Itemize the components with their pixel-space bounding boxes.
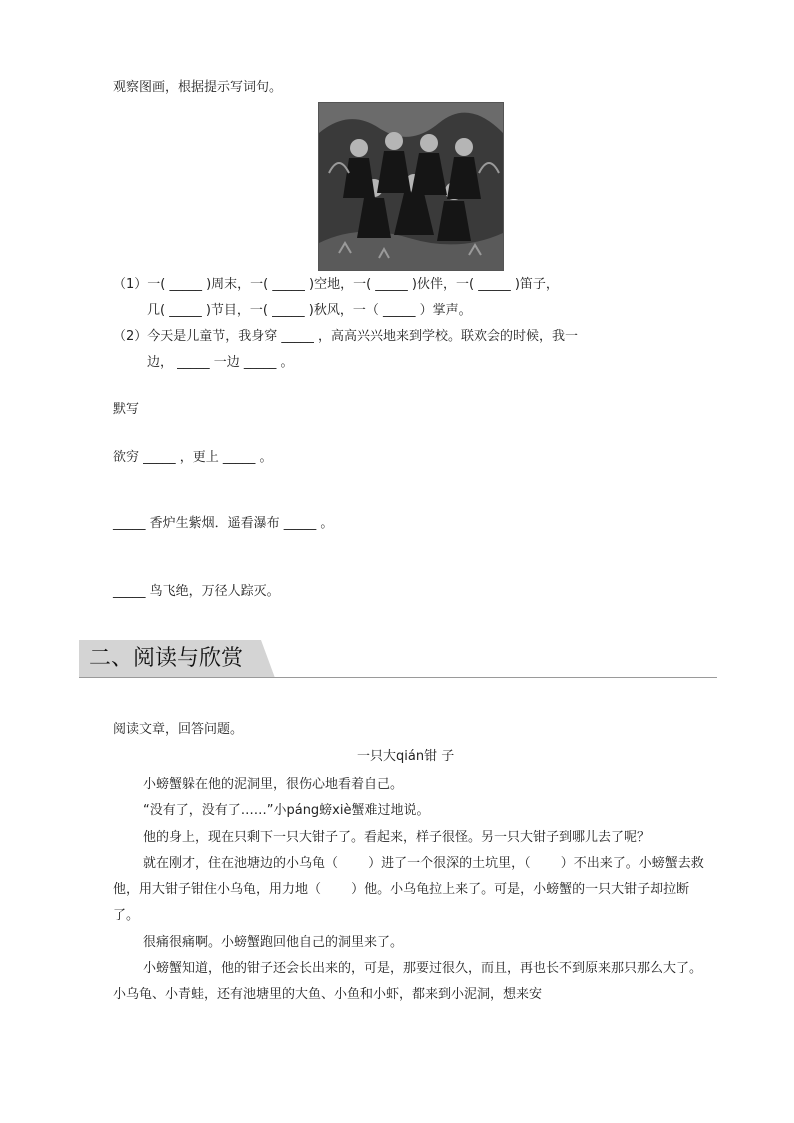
q2-line2: 边， _____ 一边 _____ 。 xyxy=(147,355,294,370)
story-paragraph: “没有了，没有了……”小páng螃xiè蟹难过地说。 xyxy=(143,803,430,819)
story-paragraph: 他的身上，现在只剩下一只大钳子了。看起来，样子很怪。另一只大钳子到哪儿去了呢？ xyxy=(143,829,651,845)
instruction-observe: 观察图画，根据提示写词句。 xyxy=(113,80,283,95)
dictation-line-3: _____ 鸟飞绝，万径人踪灭。 xyxy=(113,584,280,599)
dictation-line-1: 欲穷 _____ ，更上 _____ 。 xyxy=(113,450,273,465)
section-divider xyxy=(79,677,717,678)
dictation-line-2: _____ 香炉生紫烟．遥看瀑布 _____ 。 xyxy=(113,516,334,531)
q2-line1: （2）今天是儿童节，我身穿 _____ ，高高兴兴地来到学校。联欢会的时候，我一 xyxy=(113,329,579,344)
children-dancing-illustration xyxy=(318,102,504,271)
reading-instruction: 阅读文章，回答问题。 xyxy=(113,722,244,737)
illustration-drawing xyxy=(319,103,503,270)
story-paragraph: 小螃蟹知道，他的钳子还会长出来的，可是，那要过很久，而且，再也长不到原来那只那么大了。小乌龟、小青蛙，还有池塘里的大鱼、小鱼和小虾，都来到小泥洞，想来安 xyxy=(113,961,703,1003)
story-title: 一只大qián钳 子 xyxy=(357,749,455,764)
q1-line1: （1）一( _____ )周末，一( _____ )空地，一( _____ )伙伴，一( _____ )笛子， xyxy=(113,277,559,292)
dictation-heading: 默写 xyxy=(113,402,140,417)
story-paragraph: 小螃蟹躲在他的泥洞里，很伤心地看着自己。 xyxy=(143,777,404,792)
story-body xyxy=(113,772,711,1009)
section-title: 二、阅读与欣赏 xyxy=(89,646,244,671)
story-paragraph: 很痛很痛啊。小螃蟹跑回他自己的洞里来了。 xyxy=(143,934,404,950)
story-paragraph: 就在刚才，住在池塘边的小乌龟（ ）进了一个很深的土坑里，（ ）不出来了。小螃蟹去救他，用大钳子钳住小乌龟，用力地（ ）他。小乌龟拉上来了。可是，小螃蟹的一只大钳子却拉断了。 xyxy=(113,855,704,924)
q1-line2: 几( _____ )节目，一( _____ )秋风，一（ _____ ）掌声。 xyxy=(147,303,472,318)
